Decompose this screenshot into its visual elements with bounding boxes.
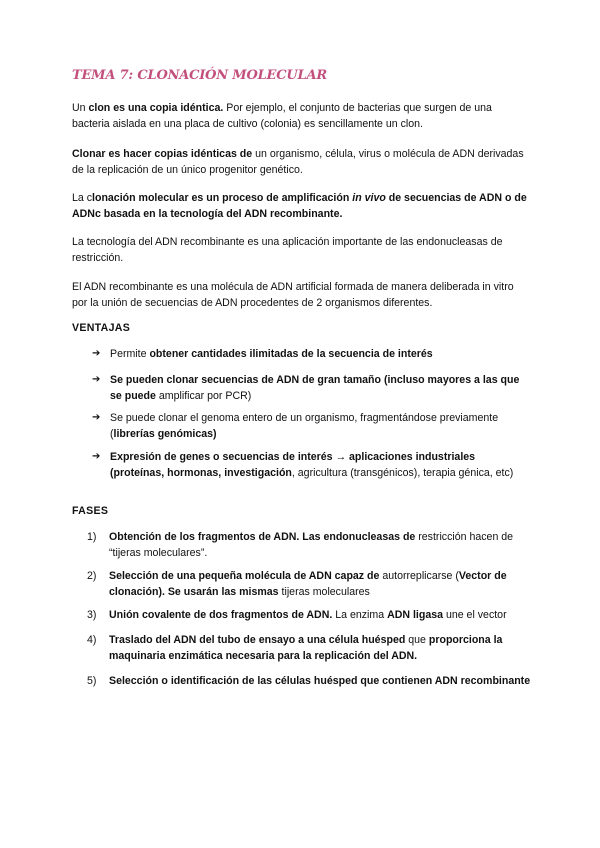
ventaja-item: ➔ Se pueden clonar secuencias de ADN de gran tamaño (incluso mayores a las que se puede amplificar por PCR) [92,374,520,402]
fase-item: 2) Selección de una pequeña molécula de ADN capaz de autorreplicarse (Vector de clonación). Se usarán las mismas tijeras moleculares [87,570,507,598]
arrow-icon: ➔ [92,348,101,359]
ventaja-item: ➔ Permite obtener cantidades ilimitadas de la secuencia de interés [92,348,433,360]
arrow-icon: ➔ [92,451,101,462]
arrow-icon: ➔ [92,412,101,423]
arrow-icon: ➔ [92,374,101,385]
ventaja-item: ➔ Expresión de genes o secuencias de interés → aplicaciones industriales (proteínas, hormonas, investigación, agricultura (transgénicos), terapia génica, etc) [92,451,514,479]
fase-item: 5) Selección o identificación de las células huésped que contienen ADN recombinante [87,675,531,687]
ventajas-heading: VENTAJAS [72,322,131,334]
paragraph-adn-recombinante: El ADN recombinante es una molécula de ADN artificial formada de manera deliberada in vitro por la unión de secuencias de ADN procedentes de 2 organismos diferentes. [72,281,514,309]
paragraph-clonacion-molecular: La clonación molecular es un proceso de amplificación in vivo de secuencias de ADN o de ADNc basada en la tecnología del ADN recombinante. [72,192,527,220]
fase-item: 1) Obtención de los fragmentos de ADN. Las endonucleasas de restricción hacen de “tijeras moleculares”. [87,531,514,559]
paragraph-tecnologia-adn: La tecnología del ADN recombinante es una aplicación importante de las endonucleasas de restricción. [72,236,503,264]
fases-heading: FASES [72,505,109,517]
fase-item: 3) Unión covalente de dos fragmentos de ADN. La enzima ADN ligasa une el vector [87,609,507,621]
page-title: TEMA 7: CLONACIÓN MOLECULAR [72,68,327,83]
fase-item: 4) Traslado del ADN del tubo de ensayo a una célula huésped que proporciona la maquinaria enzimática necesaria para la replicación del ADN. [87,634,503,662]
paragraph-clonar: Clonar es hacer copias idénticas de un organismo, célula, virus o molécula de ADN derivadas de la replicación de un único progenitor genético. [72,148,524,176]
ventaja-item: ➔ Se puede clonar el genoma entero de un organismo, fragmentándose previamente (librerías genómicas) [92,412,499,440]
paragraph-clon: Un clon es una copia idéntica. Por ejemplo, el conjunto de bacterias que surgen de una bacteria aislada en una placa de cultivo (colonia) es sencillamente un clon. [72,102,492,130]
